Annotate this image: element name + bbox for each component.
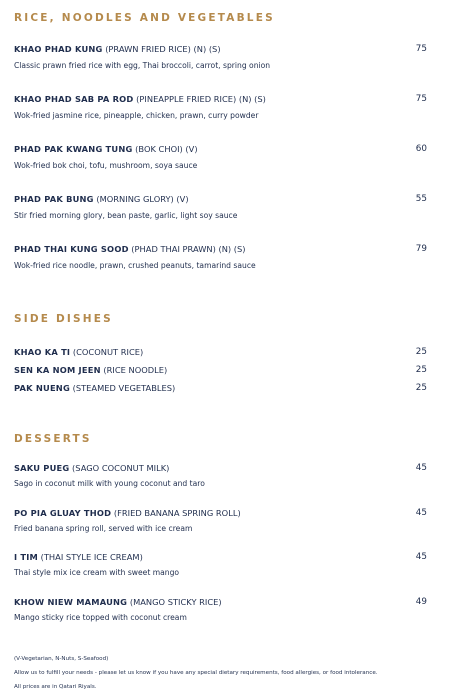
- item-name: PHAD PAK KWANG TUNG: [14, 144, 133, 154]
- item-description: Sago in coconut milk with young coconut and taro: [14, 479, 205, 488]
- item-description: Wok-fried jasmine rice, pineapple, chicken, prawn, curry powder: [14, 111, 259, 120]
- item-name: PO PIA GLUAY THOD: [14, 508, 112, 518]
- menu-item-phad-pak-kwang-tung: [14, 142, 427, 156]
- item-tag: (MORNING GLORY) (V): [96, 194, 189, 204]
- item-tag: (PHAD THAI PRAWN) (N) (S): [131, 244, 246, 254]
- item-description: Mango sticky rice topped with coconut cream: [14, 613, 187, 622]
- item-price: 75: [415, 94, 427, 104]
- item-tag: (PRAWN FRIED RICE) (N) (S): [105, 44, 221, 54]
- item-name: SAKU PUEG: [14, 463, 70, 473]
- dietary-legend: (V-Vegetarian, N-Nuts, S-Seafood): [14, 656, 109, 662]
- menu-item-sen-ka-nom-jeen: [14, 363, 427, 377]
- menu-item-phad-pak-bung: [14, 192, 427, 206]
- menu-item-pak-nueng: [14, 381, 427, 395]
- menu-item-khao-phad-kung: [14, 42, 427, 56]
- item-name: PHAD THAI KUNG SOOD: [14, 244, 129, 254]
- item-name: KHAO KA TI: [14, 347, 71, 357]
- menu-item-po-pia-gluay-thod: [14, 506, 427, 520]
- item-tag: (RICE NOODLE): [103, 365, 168, 375]
- item-tag: (SAGO COCONUT MILK): [72, 463, 170, 473]
- item-price: 60: [415, 144, 427, 154]
- item-name: KHAO PHAD KUNG: [14, 44, 103, 54]
- item-tag: (MANGO STICKY RICE): [129, 597, 222, 607]
- item-name: I TIM: [14, 552, 38, 562]
- currency-note: All prices are in Qatari Riyals.: [14, 684, 97, 690]
- menu-item-khow-niew-mamaung: [14, 595, 427, 609]
- item-tag: (THAI STYLE ICE CREAM): [40, 552, 143, 562]
- item-description: Wok-fried bok choi, tofu, mushroom, soya sauce: [14, 161, 198, 170]
- menu-item-saku-pueg: [14, 461, 427, 475]
- item-description: Stir fried morning glory, bean paste, garlic, light soy sauce: [14, 211, 238, 220]
- section-title-side-dishes: SIDE DISHES: [14, 313, 113, 325]
- item-description: Wok-fried rice noodle, prawn, crushed peanuts, tamarind sauce: [14, 261, 256, 270]
- item-name: SEN KA NOM JEEN: [14, 365, 101, 375]
- item-description: Classic prawn fried rice with egg, Thai broccoli, carrot, spring onion: [14, 61, 271, 70]
- allergy-note: Allow us to fulfill your needs - please let us know if you have any special dietary requirements, food allergies, or food intolerance.: [14, 670, 378, 676]
- section-title-rice-noodles-vegetables: RICE, NOODLES AND VEGETABLES: [14, 12, 275, 24]
- menu-item-khao-ka-ti: [14, 345, 427, 359]
- item-tag: (BOK CHOI) (V): [135, 144, 198, 154]
- item-price: 79: [415, 244, 427, 254]
- item-tag: (STEAMED VEGETABLES): [72, 383, 176, 393]
- item-price: 45: [415, 552, 427, 562]
- item-description: Thai style mix ice cream with sweet mango: [14, 568, 180, 577]
- item-name: KHOW NIEW MAMAUNG: [14, 597, 128, 607]
- item-tag: (PINEAPPLE FRIED RICE) (N) (S): [136, 94, 266, 104]
- item-name: PAK NUENG: [14, 383, 70, 393]
- section-title-desserts: DESSERTS: [14, 433, 92, 445]
- item-name: KHAO PHAD SAB PA ROD: [14, 94, 134, 104]
- item-price: 45: [415, 463, 427, 473]
- item-description: Fried banana spring roll, served with ice cream: [14, 524, 193, 533]
- menu-item-phad-thai-kung-sood: [14, 242, 427, 256]
- item-tag: (COCONUT RICE): [72, 347, 144, 357]
- menu-item-khao-phad-sab-pa-rod: [14, 92, 427, 106]
- item-price: 25: [415, 383, 427, 393]
- item-price: 55: [415, 194, 427, 204]
- item-name: PHAD PAK BUNG: [14, 194, 94, 204]
- item-price: 25: [415, 365, 427, 375]
- item-price: 25: [415, 347, 427, 357]
- item-price: 75: [415, 44, 427, 54]
- menu-item-i-tim: [14, 550, 427, 564]
- item-price: 45: [415, 508, 427, 518]
- item-price: 49: [415, 597, 427, 607]
- item-tag: (FRIED BANANA SPRING ROLL): [113, 508, 241, 518]
